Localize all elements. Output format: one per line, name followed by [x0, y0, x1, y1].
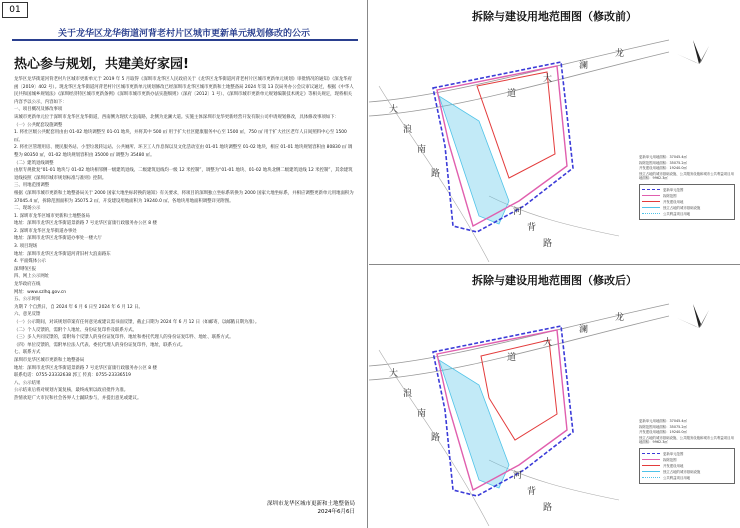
slogan: 热心参与规划，共建美好家园! [14, 57, 189, 72]
map-stat: 独立占地的城市基础设施、公共服务设施和城市公共利益项目用地面积：9962.3㎡ [639, 435, 734, 445]
legend-swatch [642, 453, 660, 454]
signature-org: 深圳市龙华区城市更新和土地整备局 [266, 501, 355, 507]
notice-paragraph: （四）单位反馈的，需附单位法人代表、委托代理人的身份证复印件，地址，联系方式。 [14, 342, 186, 348]
legend-label: 独立占地的城市基础设施 [663, 205, 701, 210]
signature-date: 2024年6月6日 [317, 509, 355, 515]
legend-item [642, 475, 732, 481]
notice-paragraph: 1. 将社区级公共配套用由由 01-02 地块调整至 01-01 地块，并将其中 500 ㎡ 用于扩大社区健康服务中心至 1500 ㎡，750 ㎡ 用于扩大社区老年人日间照料中心至 1500 ㎡。 [14, 130, 347, 143]
infrastructure-area [439, 360, 509, 488]
notice-paragraph: 根据《深圳市城市更新和土地整备局关于 2000 国家大地坐标转换的通知》有关要求，将项目的深圳独立坐标系转换为 2000 国家大地坐标系，并相应调整更新单元用地面积为 37045.4 ㎡，拆除范围面积为 35075.2 ㎡，开发建设用地面积为 19240.0 ㎡。各地块用地面积调整详见附图。 [14, 190, 354, 204]
signature [267, 500, 355, 516]
notice-paragraph: 为期 7 个自然日，自 2024 年 6 月 6 日至 2024 年 6 月 12 日。 [14, 304, 143, 310]
notice-paragraph: 3. 项目现场 [14, 244, 38, 250]
notice-paragraph: 4. 平面媒体公示 [14, 259, 46, 265]
road-label: 背 [527, 223, 537, 233]
road-label: 河 [513, 207, 523, 217]
legend-swatch [642, 189, 660, 190]
road-label: 道 [507, 353, 517, 363]
map-after-legend [639, 419, 735, 484]
legend-label: 拆除范围 [663, 457, 677, 462]
map-stat: 拆除范围用地面积：35075.2㎡ [639, 424, 687, 429]
notice-paragraph: 龙华区龙华街道河背老村片区城市更新单元于 2019 年 5 月取得《深圳市龙华区人民政府关于《龙华区龙华街道河背老村片区城市更新单元规划》审批情况的通知》（深龙华府函〔2019〕402 号）。现龙华区龙华街道河背老村片区城市更新单元规划修改已经深圳市龙华区城市更新和土地整备局 2024 年第 13 次局务办公会议审议通过，根据《中华人民共和国城乡规划法》《深圳经济特区城市更新条例》《深圳市城市更新办法实施细则》（深府〔2012〕1 号）、《深圳市城市更新单元规划编制技术规定》等相关规定，现将相关内容予以公示，内容如下： [14, 77, 354, 105]
notice-paragraph: 联系电话：0755-23332638 郭工 传真：0755-23336519 [14, 373, 131, 379]
map-before-legend [639, 155, 735, 220]
notice-paragraph: 网址：www.szlhq.gov.cn [14, 289, 67, 295]
map-stat: 更新单元用地面积：37045.4㎡ [639, 155, 687, 159]
map-stat: 拆除范围用地面积：35075.2㎡ [639, 160, 687, 165]
notice-paragraph: 热情欢迎广大市民和社会各界人士踊跃参与，并提出意见或建议。 [14, 395, 142, 401]
map-stat: 开发建设用地面积：19240.0㎡ [639, 430, 687, 435]
north-arrow-icon [677, 40, 709, 76]
notice-paragraph: 地址：深圳市龙华区龙华街道办事处一楼大厅 [14, 236, 102, 242]
notice-paragraph: （二）个人反馈的，需附个人地址、身份证复印件及联系方式。 [14, 327, 137, 333]
legend-box [639, 184, 735, 220]
legend-swatch [642, 201, 660, 202]
notice-paragraph: 四、网上公示网址 [14, 274, 50, 280]
road-label: 道 [507, 89, 517, 99]
map-stat: 更新单元用地面积：37045.4㎡ [639, 419, 687, 423]
north-arrow-icon [693, 40, 701, 64]
notice-paragraph: 该城市更新单元位于深圳市龙华区龙华街道，西南侧为现状大浪南路，北侧为龙澜大道。实施主体深圳市龙华更新经营开发有限公司申请规划修改，具体修改事项如下： [14, 114, 339, 120]
road-label: 南 [417, 145, 427, 155]
legend-swatch [642, 207, 660, 208]
legend-swatch [642, 459, 660, 460]
legend-label: 更新单元范围 [663, 451, 684, 456]
road-label: 大 [389, 105, 399, 115]
notice-paragraph: 地址：深圳市龙华区龙华街道景新路 7 号龙华区富康行政服务办公区 8 楼 [14, 365, 157, 371]
road-label: 南 [417, 409, 427, 419]
legend-label: 拆除范围 [663, 193, 677, 198]
north-arrow-icon [677, 304, 709, 340]
road-label: 大 [389, 369, 399, 379]
road-label: 龙 [615, 313, 625, 323]
notice-paragraph: 2. 深圳市龙华区龙华街道办事处 [14, 228, 77, 234]
road-label: 背 [527, 487, 537, 497]
notice-paragraph: 深圳特区报 [14, 266, 36, 272]
north-arrow-icon [699, 310, 709, 328]
road-label: 路 [543, 239, 553, 249]
page-number: 01 [2, 2, 28, 18]
legend-label: 开发建设用地 [663, 463, 684, 468]
legend-swatch [642, 195, 660, 196]
road-label: 路 [431, 169, 441, 179]
road-label: 龙 [615, 49, 625, 59]
north-arrow-icon [677, 54, 699, 64]
legend-label: 独立占地的城市基础设施 [663, 469, 701, 474]
map-stat: 开发建设用地面积：19240.0㎡ [639, 166, 687, 171]
notice-paragraph: 五、公示时间 [14, 297, 41, 303]
title-divider [12, 39, 358, 41]
north-arrow-icon [677, 318, 699, 328]
legend-swatch [642, 477, 660, 478]
notice-body [14, 76, 356, 403]
notice-paragraph: 三、用地范围调整 [14, 183, 50, 189]
notice-paragraph: 深圳市龙华区城市更新和土地整备局 [14, 357, 85, 363]
notice-title: 关于龙华区龙华街道河背老村片区城市更新单元规划修改的公示 [57, 29, 310, 39]
map-stat: 独立占地的城市基础设施、公共服务设施和城市公共利益项目用地面积：9962.3㎡ [639, 171, 734, 181]
legend-label: 公共利益项目用地 [663, 475, 691, 480]
north-arrow-icon [687, 64, 699, 76]
notice-panel [0, 0, 368, 528]
notice-paragraph: 地址：深圳市龙华区龙华街道景新路 7 号龙华区富康行政服务办公区 8 楼 [14, 221, 157, 227]
road-line [369, 52, 669, 116]
road-label: 河 [513, 471, 523, 481]
notice-paragraph: 公示结束后将对规划方案复核，最终成果以政府批件为准。 [14, 388, 129, 394]
notice-paragraph: 由原专规批复“01-01 地块与 01-02 地块相邻侧一级建筑退线、二级建筑退线均一级 12 米控制”，调整为“01-01 地块、01-02 地块北侧二级建筑退线 12 米控制”，其余建筑退线按照《深圳市城市规划标准与准则》控制。 [14, 168, 353, 181]
infrastructure-area [439, 96, 509, 224]
road-line [369, 316, 669, 380]
notice-paragraph: 地址：深圳市龙华区龙华街道河背旧村大浪南路东 [14, 251, 111, 257]
map-before [369, 26, 740, 262]
map-before-title: 拆除与建设用地范围图（修改前） [472, 10, 637, 23]
notice-paragraph: （二）建筑退线调整 [14, 160, 54, 166]
legend-label: 开发建设用地 [663, 199, 684, 204]
map-before-panel [369, 0, 740, 265]
road-label: 路 [543, 503, 553, 513]
legend-swatch [642, 471, 660, 472]
notice-paragraph: （一）公示期间，对该规划草案有任何意见或建议需书面反馈，截止日期为 2024 年 6 月 12 日（如邮寄，以邮戳日期为准）。 [14, 320, 260, 325]
notice-paragraph: （一）公共配套设施调整 [14, 122, 63, 128]
map-after-panel [369, 264, 740, 528]
map-after-title: 拆除与建设用地范围图（修改后） [472, 274, 637, 287]
notice-paragraph: 一、项目概况及修改事项 [14, 107, 63, 113]
road-label: 大 [543, 74, 553, 84]
road-label: 澜 [579, 325, 589, 335]
legend-box [639, 448, 735, 484]
notice-paragraph: （三）多人共同反馈的，需附每个反馈人的身份证复印件、地址和委托代理人的身份证复印件、地址、联系方式。 [14, 335, 234, 341]
notice-paragraph: 1. 深圳市龙华区城市更新和土地整备局 [14, 213, 90, 219]
road-label: 大 [543, 338, 553, 348]
legend-swatch [642, 465, 660, 466]
road-label: 澜 [579, 61, 589, 71]
maps-panel [369, 0, 740, 528]
road-label: 路 [431, 433, 441, 443]
notice-paragraph: 六、意见反馈 [14, 312, 41, 318]
north-arrow-icon [687, 328, 699, 340]
notice-paragraph: 龙华政府在线 [14, 282, 41, 288]
notice-paragraph: 二、现场公示 [14, 206, 41, 212]
map-after [369, 290, 740, 526]
notice-paragraph: 八、公示结果 [14, 380, 41, 386]
legend-swatch [642, 213, 660, 214]
north-arrow-icon [699, 46, 709, 64]
notice-paragraph: 七、联系方式 [14, 350, 41, 356]
road-label: 浪 [403, 125, 413, 135]
road-label: 浪 [403, 389, 413, 399]
legend-item [642, 211, 732, 217]
legend-label: 更新单元范围 [663, 187, 684, 192]
notice-paragraph: 2. 将社区管理用房、便民服务站、小型垃圾转运站、公共厕所、环卫工人作息保以及文化活动室由 01-01 地块调整至 01-02 地块，相应 01-01 地块规划容积由 80830 ㎡ 调整为 80350 ㎡，01-02 地块规划容积由 35000 ㎡ 调整为 35480 ㎡。 [14, 145, 353, 158]
legend-label: 公共利益项目用地 [663, 211, 691, 216]
north-arrow-icon [693, 304, 701, 328]
